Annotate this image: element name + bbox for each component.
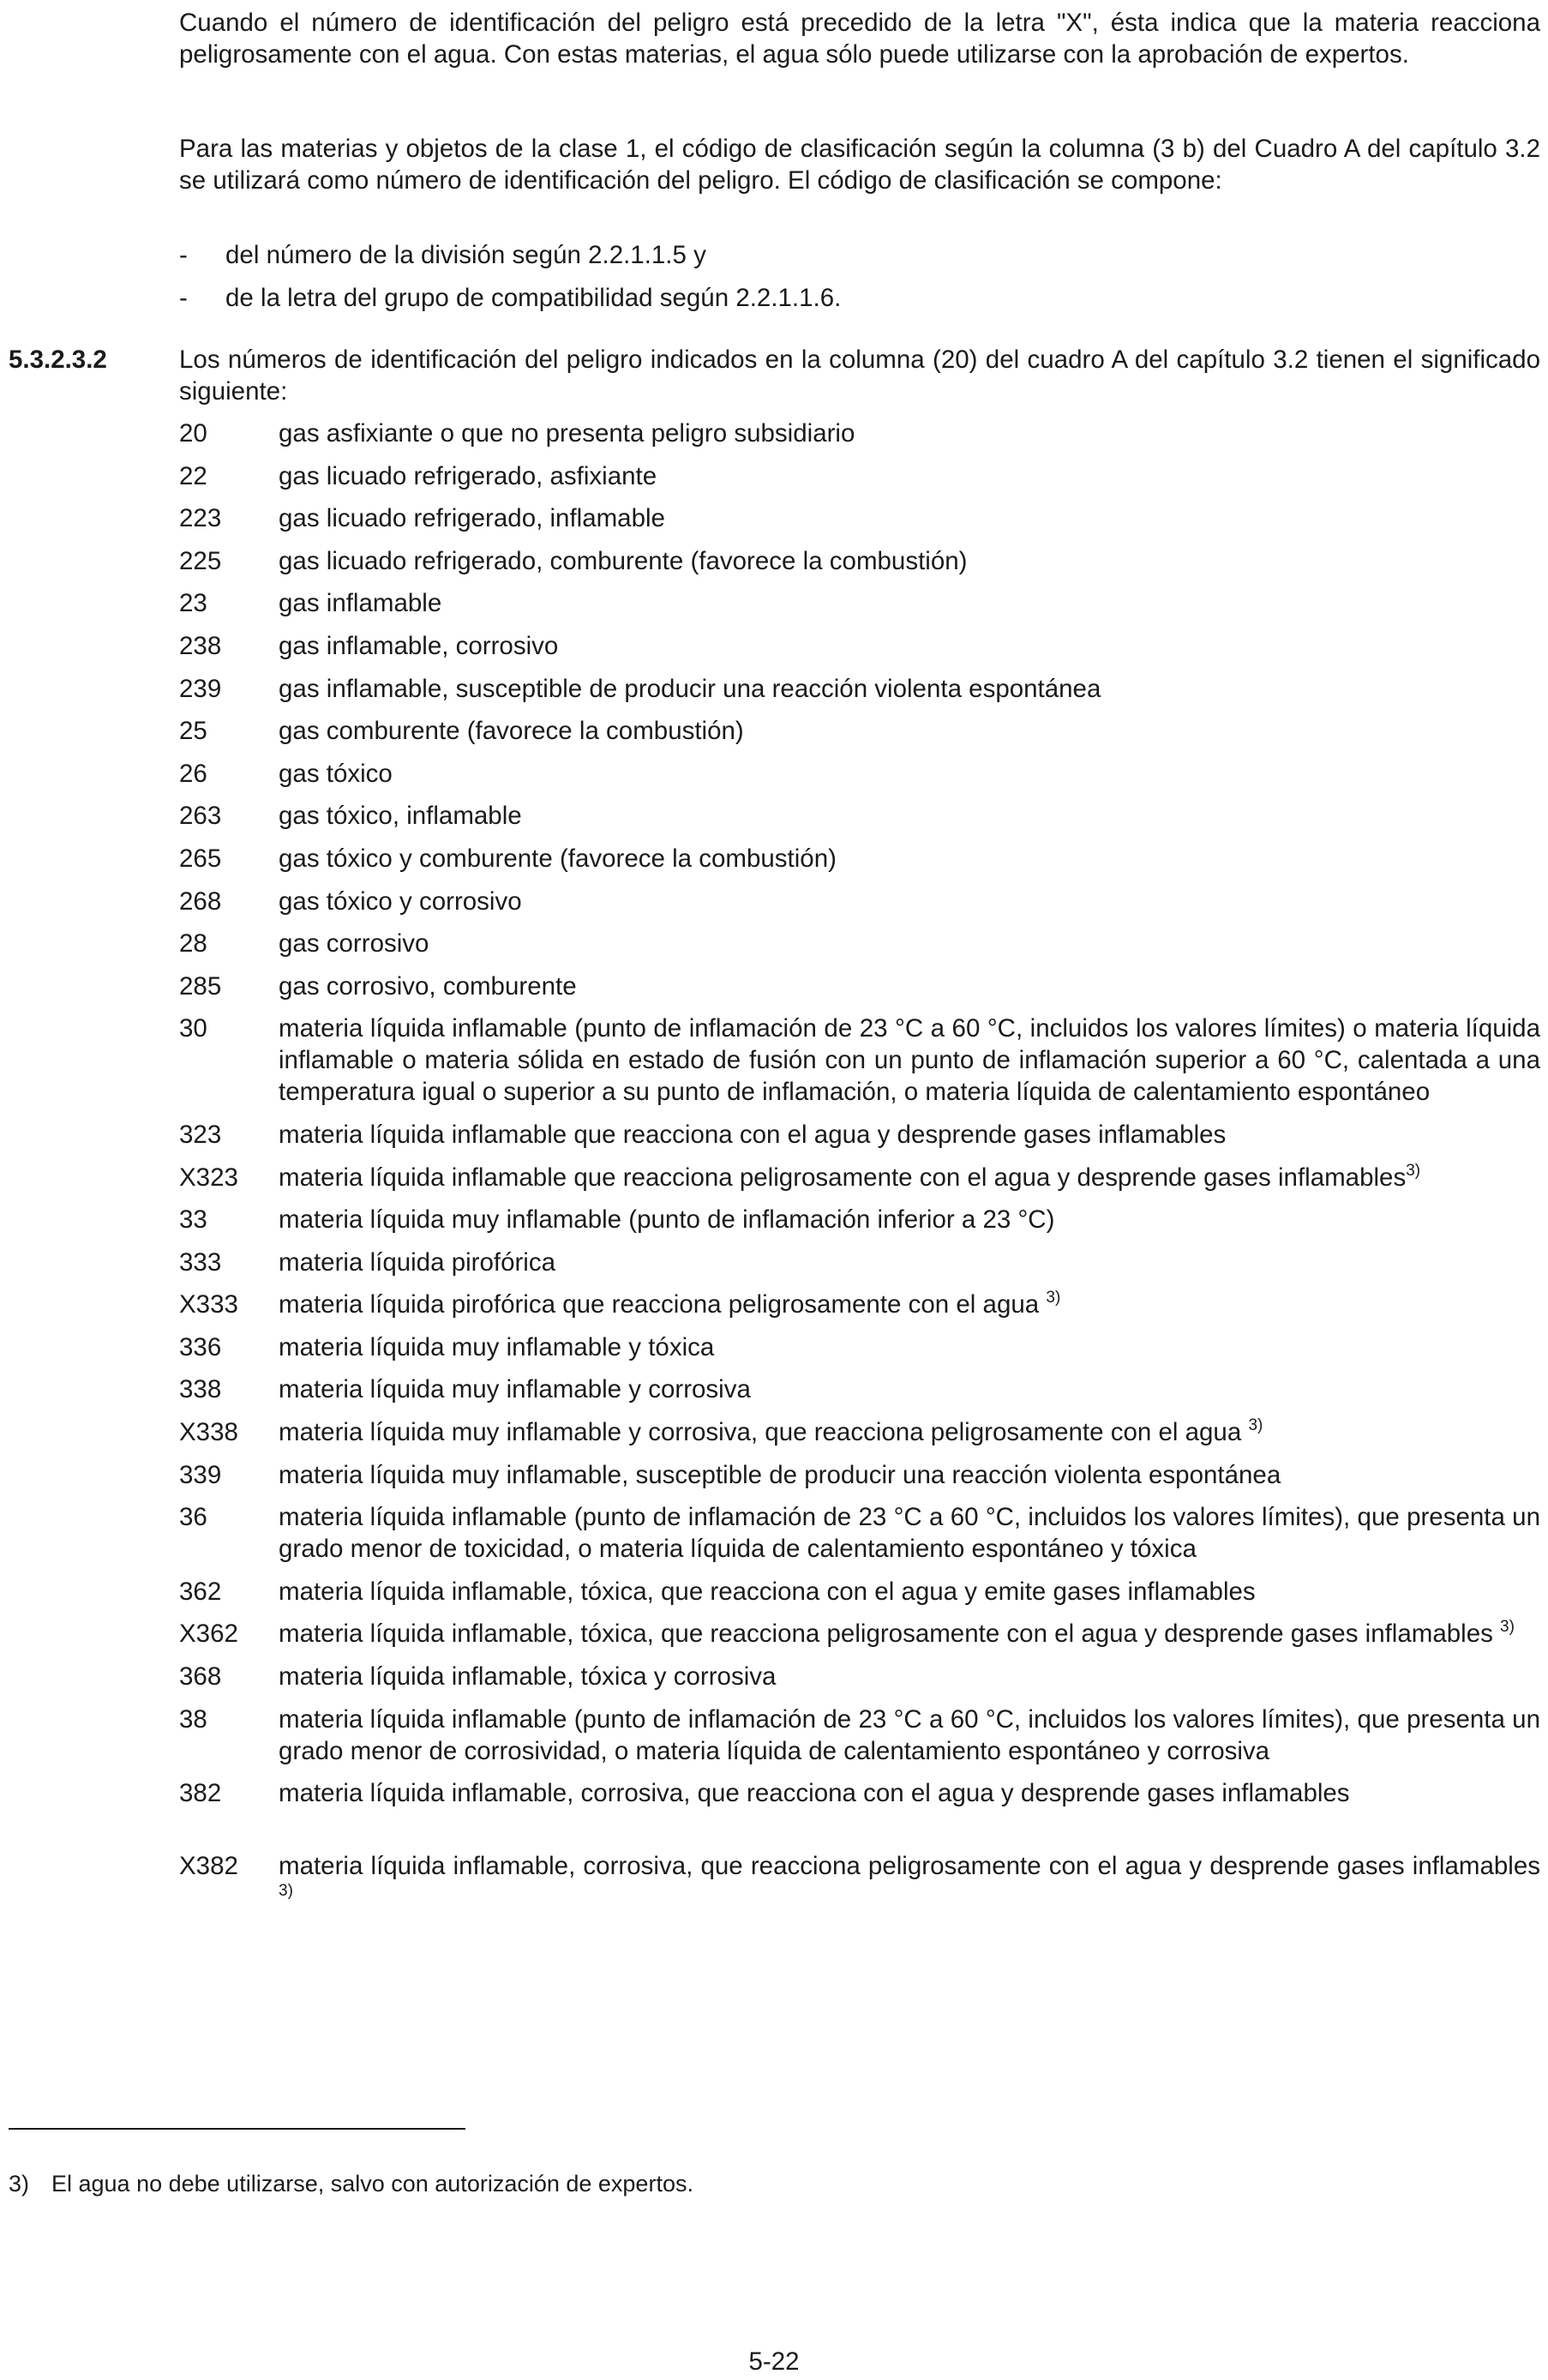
hazard-description (279, 1331, 1540, 1363)
hazard-description-text: materia líquida inflamable (punto de inflamación de 23 °C a 60 °C, incluidos los valores límites) o materia líquida inflamable o materia sólida en estado de fusión con un punto de inflamación superior a 60 °C, calentada a una temperatura igual o superior a su punto de inflamación, o materia líquida de calentamiento espontáneo (279, 1014, 1540, 1107)
hazard-description-text: materia líquida inflamable que reacciona peligrosamente con el agua y desprende gases inflamables (279, 1163, 1407, 1192)
hazard-description (279, 843, 1540, 874)
footnote-reference: 3) (1406, 1161, 1421, 1180)
table-row (179, 1459, 1540, 1491)
table-row (179, 502, 1540, 534)
hazard-description-text: materia líquida inflamable que reacciona con el agua y desprende gases inflamables (279, 1120, 1227, 1149)
table-row (179, 1777, 1540, 1809)
table-row (179, 886, 1540, 917)
hazard-code: X382 (179, 1852, 238, 1881)
table-row (179, 1204, 1540, 1235)
hazard-description (279, 1459, 1540, 1491)
hazard-description (279, 1289, 1540, 1320)
hazard-description (279, 1416, 1540, 1448)
hazard-description-text: gas tóxico (279, 759, 393, 788)
hazard-code: 26 (179, 759, 207, 788)
hazard-description-text: gas licuado refrigerado, inflamable (279, 504, 665, 533)
hazard-description-text: gas corrosivo, comburente (279, 971, 577, 1001)
hazard-description-text: gas licuado refrigerado, comburente (favorece la combustión) (279, 546, 968, 575)
hazard-code: 339 (179, 1460, 222, 1489)
table-row (179, 673, 1540, 705)
table-row (179, 1289, 1540, 1320)
hazard-description (279, 1777, 1540, 1809)
hazard-description (279, 630, 1540, 662)
hazard-code: 23 (179, 589, 207, 618)
table-row (179, 460, 1540, 492)
footnote-reference: 3) (1500, 1618, 1515, 1637)
footnote-number: 3) (9, 2171, 30, 2197)
hazard-code: X323 (179, 1163, 238, 1192)
hazard-code: 362 (179, 1577, 222, 1606)
hazard-description (279, 1501, 1540, 1565)
hazard-code: 22 (179, 461, 207, 490)
table-row (179, 587, 1540, 619)
hazard-description (279, 758, 1540, 790)
hazard-code: 336 (179, 1332, 222, 1361)
hazard-description-text: materia líquida inflamable, corrosiva, que reacciona con el agua y desprende gases inflamables (279, 1779, 1350, 1808)
hazard-code: 239 (179, 674, 222, 703)
hazard-code: 225 (179, 546, 222, 575)
hazard-description-text: materia líquida inflamable, tóxica, que reacciona peligrosamente con el agua y desprende gases inflamables (279, 1620, 1501, 1649)
hazard-description (279, 1576, 1540, 1608)
hazard-code: 38 (179, 1704, 207, 1734)
hazard-code: 30 (179, 1014, 207, 1043)
hazard-code-table (179, 418, 1540, 1925)
hazard-code: 323 (179, 1120, 222, 1149)
hazard-description-text: materia líquida muy inflamable, susceptible de producir una reacción violenta espontánea (279, 1460, 1281, 1489)
hazard-code: X362 (179, 1620, 238, 1649)
table-row (179, 1331, 1540, 1363)
footnote-reference: 3) (279, 1882, 293, 1901)
table-row (179, 1416, 1540, 1448)
hazard-description-text: gas asfixiante o que no presenta peligro subsidiario (279, 419, 855, 448)
table-row (179, 418, 1540, 449)
table-row (179, 1247, 1540, 1278)
hazard-description-text: gas licuado refrigerado, asfixiante (279, 461, 657, 490)
hazard-description-text: materia líquida inflamable (punto de inflamación de 23 °C a 60 °C, incluidos los valores límites), que presenta un grado menor de toxicidad, o materia líquida de calentamiento espontáneo y tóxica (279, 1503, 1540, 1564)
table-row (179, 1162, 1540, 1193)
hazard-description (279, 1247, 1540, 1278)
hazard-code: 36 (179, 1503, 207, 1532)
hazard-description (279, 1162, 1540, 1193)
table-row (179, 1373, 1540, 1405)
hazard-description (279, 1618, 1540, 1650)
table-row (179, 1013, 1540, 1108)
hazard-code: 338 (179, 1375, 222, 1404)
list-item-text: de la letra del grupo de compatibilidad según 2.2.1.1.6. (225, 284, 842, 312)
intro-paragraph-1-text: Cuando el número de identificación del peligro está precedido de la letra "X", ésta indica que la materia reacciona peligrosamente con el agua. Con estas materias, el agua sólo puede utilizarse con la aprobación de expertos. (179, 9, 1540, 69)
hazard-description (279, 1373, 1540, 1405)
list-dash: - (179, 284, 188, 312)
table-row (179, 1704, 1540, 1767)
hazard-description (279, 1119, 1540, 1151)
list-dash: - (179, 241, 188, 269)
intro-paragraph-1 (179, 7, 1540, 70)
hazard-description-text: materia líquida inflamable (punto de inflamación de 23 °C a 60 °C, incluidos los valores límites), que presenta un grado menor de corrosividad, o materia líquida de calentamiento espontáneo y corrosiva (279, 1704, 1540, 1765)
hazard-description (279, 800, 1540, 832)
hazard-description-text: materia líquida muy inflamable (punto de inflamación inferior a 23 °C) (279, 1205, 1055, 1235)
hazard-code: 265 (179, 844, 222, 873)
footnote-reference: 3) (1248, 1416, 1263, 1435)
hazard-description-text: gas tóxico, inflamable (279, 802, 522, 831)
hazard-code: 368 (179, 1662, 222, 1692)
hazard-description (279, 460, 1540, 492)
hazard-description-text: gas corrosivo (279, 929, 429, 959)
footnote-text: El agua no debe utilizarse, salvo con autorización de expertos. (51, 2171, 693, 2197)
hazard-code: 33 (179, 1205, 207, 1235)
hazard-description (279, 1704, 1540, 1767)
hazard-code: 28 (179, 929, 207, 959)
table-row (179, 843, 1540, 874)
table-row (179, 1576, 1540, 1608)
footnote-divider (9, 2128, 465, 2130)
table-row (179, 1119, 1540, 1151)
hazard-description-text: materia líquida inflamable, corrosiva, que reacciona peligrosamente con el agua y desprende gases inflamables (279, 1852, 1540, 1881)
hazard-description (279, 418, 1540, 449)
table-row (179, 545, 1540, 577)
hazard-code: 333 (179, 1247, 222, 1277)
intro-paragraph-2 (179, 133, 1540, 196)
hazard-description (279, 673, 1540, 705)
hazard-description-text: gas tóxico y comburente (favorece la combustión) (279, 844, 837, 873)
hazard-description-text: materia líquida muy inflamable y corrosiva, que reacciona peligrosamente con el agua (279, 1418, 1249, 1447)
hazard-description-text: materia líquida inflamable, tóxica, que reacciona con el agua y emite gases inflamables (279, 1577, 1256, 1606)
hazard-description-text: gas tóxico y corrosivo (279, 886, 522, 916)
section-intro-text: Los números de identificación del peligro indicados en la columna (20) del cuadro A del capítulo 3.2 tienen el significado siguiente: (179, 346, 1540, 406)
hazard-code: 223 (179, 504, 222, 533)
hazard-description (279, 502, 1540, 534)
hazard-code: 263 (179, 802, 222, 831)
hazard-description (279, 587, 1540, 619)
hazard-description (279, 1013, 1540, 1108)
table-row (179, 928, 1540, 959)
hazard-description (279, 886, 1540, 917)
hazard-code: X333 (179, 1290, 238, 1319)
page-number: 5-22 (748, 2347, 800, 2376)
section-intro (179, 344, 1540, 407)
table-row (179, 758, 1540, 790)
hazard-description-text: gas inflamable, corrosivo (279, 631, 559, 660)
hazard-description (279, 928, 1540, 959)
hazard-description-text: gas inflamable (279, 589, 442, 618)
hazard-description-text: materia líquida muy inflamable y corrosiva (279, 1375, 751, 1404)
table-row (179, 971, 1540, 1002)
hazard-description-text: gas comburente (favorece la combustión) (279, 717, 744, 746)
table-row (179, 630, 1540, 662)
hazard-code: 238 (179, 631, 222, 660)
hazard-description (279, 715, 1540, 747)
intro-paragraph-2-text: Para las materias y objetos de la clase 1, el código de clasificación según la columna (3 b) del Cuadro A del capítulo 3.2 se utilizará como número de identificación del peligro. El código de clasificación se compone: (179, 135, 1540, 195)
hazard-description-text: gas inflamable, susceptible de producir una reacción violenta espontánea (279, 674, 1101, 703)
hazard-description-text: materia líquida pirofórica que reacciona peligrosamente con el agua (279, 1290, 1047, 1319)
footnote-reference: 3) (1046, 1289, 1061, 1307)
table-row (179, 715, 1540, 747)
table-row (179, 1618, 1540, 1650)
hazard-code: 382 (179, 1779, 222, 1808)
hazard-description (279, 545, 1540, 577)
hazard-code: 268 (179, 886, 222, 916)
hazard-description (279, 1204, 1540, 1235)
table-row (179, 1501, 1540, 1565)
hazard-description-text: materia líquida inflamable, tóxica y corrosiva (279, 1662, 777, 1692)
table-row (179, 1661, 1540, 1692)
hazard-description (279, 971, 1540, 1002)
table-row (179, 800, 1540, 832)
list-item-text: del número de la división según 2.2.1.1.5 y (225, 241, 706, 269)
hazard-code: X338 (179, 1418, 238, 1447)
section-number: 5.3.2.3.2 (9, 346, 107, 374)
hazard-description (279, 1661, 1540, 1692)
hazard-description (279, 1850, 1540, 1914)
table-row (179, 1850, 1540, 1914)
hazard-code: 20 (179, 419, 207, 448)
hazard-description-text: materia líquida pirofórica (279, 1247, 556, 1277)
hazard-code: 25 (179, 717, 207, 746)
hazard-description-text: materia líquida muy inflamable y tóxica (279, 1332, 715, 1361)
hazard-code: 285 (179, 971, 222, 1001)
